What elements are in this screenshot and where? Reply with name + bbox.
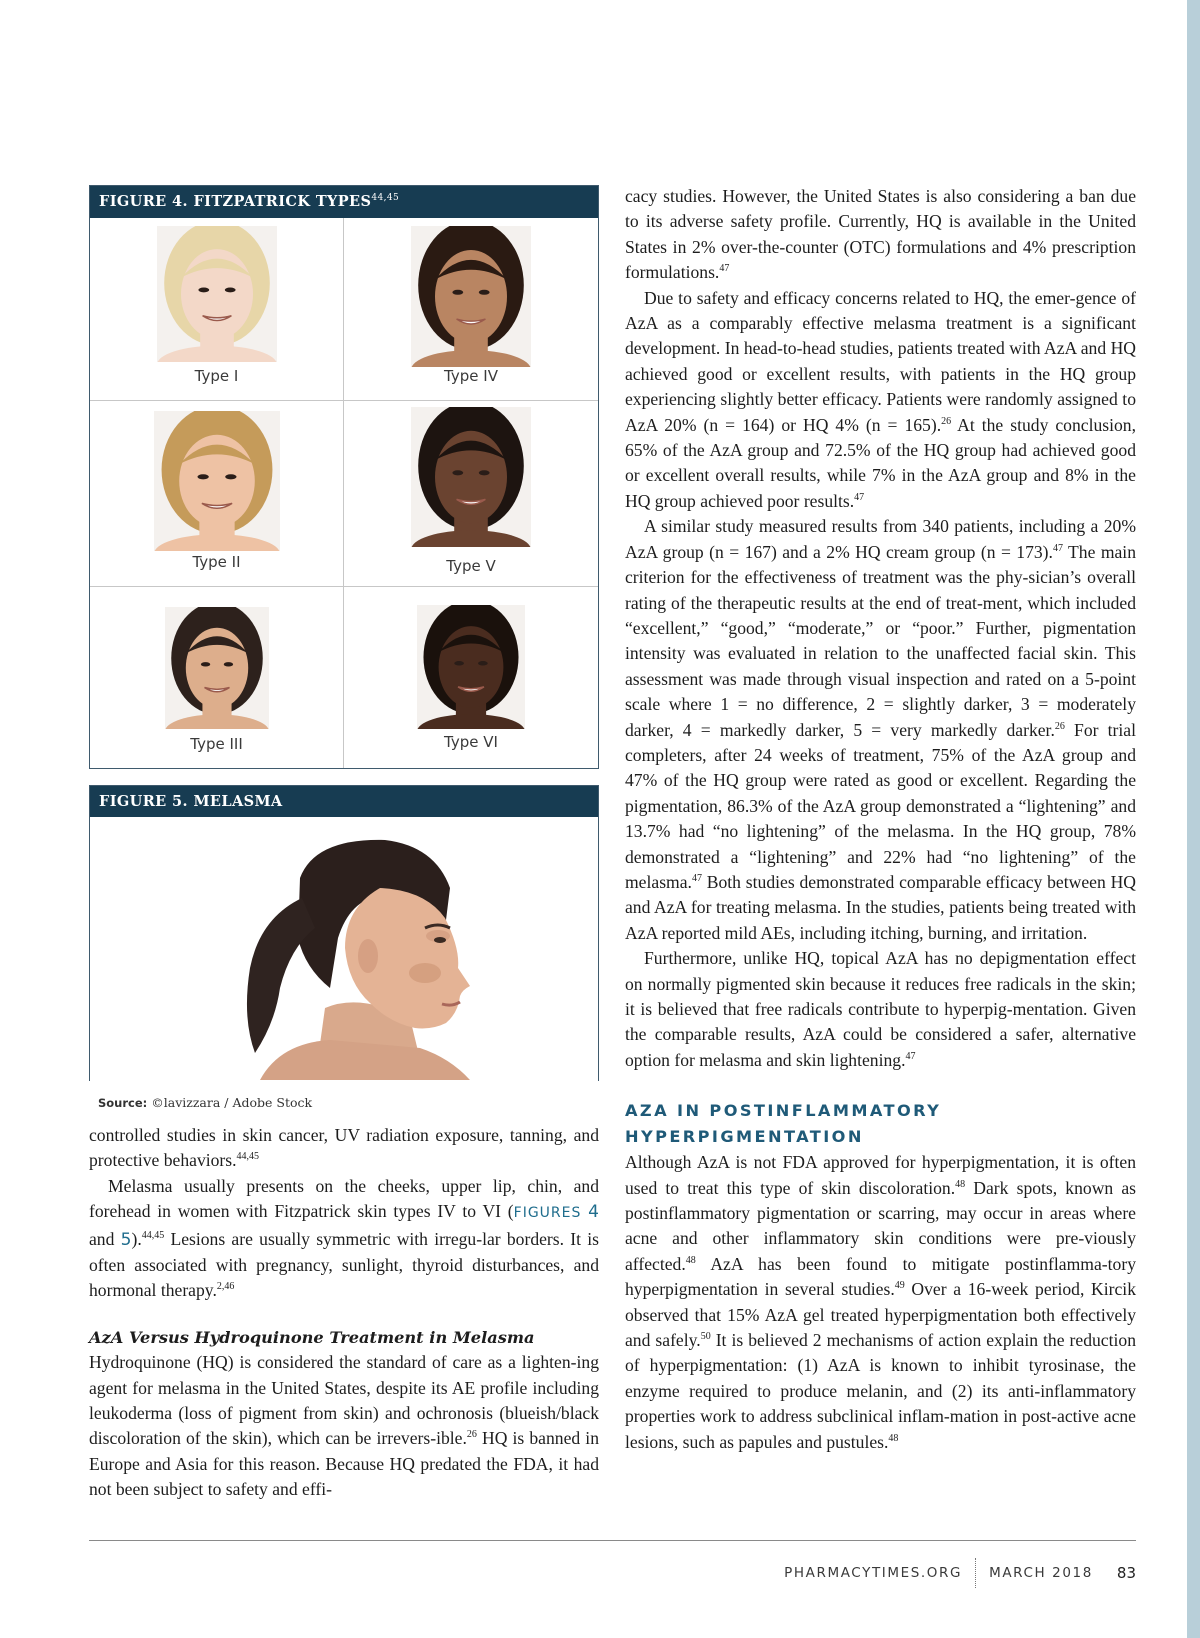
body-text: Due to safety and efficacy concerns related to HQ, the emer-gence of AzA as a comparably effective melasma treatment is a significant development. In head-to-head studies, patients treated with AzA and HQ achieved good or excellent results, with patients in the HQ group experiencing slightly better efficacy. Patients were randomly assigned to AzA 20% (n = 164) or HQ 4% (n = 165). [625,287,1136,435]
citation: 26 [941,415,952,427]
melasma-profile-photo-icon [220,818,520,1080]
body-text: Although AzA is not FDA approved for hyperpigmentation, it is often used to treat this type of skin discoloration. [625,1152,1136,1198]
figure-5-title: FIGURE 5. MELASMA [99,793,283,810]
figure-5-reference-link[interactable]: 5 [120,1229,132,1250]
type-cell [344,400,598,586]
left-text-column [89,1123,599,1503]
citation: 48 [888,1432,899,1444]
body-text: Hydroquinone (HQ) is considered the standard of care as a lighten-ing agent for melasma in the United States, despite its AE profile including leukoderma (loss of pigment from skin) and ochronosis (blueish/black discoloration of the skin), which can be irrevers-ible. [89,1352,599,1449]
figure-reference-link[interactable]: FIGURES [513,1205,582,1222]
citation: 48 [685,1254,696,1266]
figure-5-melasma [89,785,599,1081]
type-label: Type III [190,735,243,753]
body-paragraph [625,946,1136,1073]
type-label: Type IV [444,367,498,385]
body-text: and [89,1228,121,1249]
type-label: Type II [192,553,241,571]
footer-site[interactable]: PHARMACYTIMES.ORG [784,1565,963,1581]
type-label: Type I [194,367,239,385]
citation: 48 [955,1178,966,1190]
figure-5-source [98,1095,312,1110]
section-heading-line: AZA IN POSTINFLAMMATORY [625,1101,942,1121]
body-paragraph [89,1174,599,1304]
body-text: A similar study measured results from 340 patients, including a 20% AzA group (n = 167) and a 2% HQ cream group (n = 173). [625,516,1136,562]
portrait-type-iv-icon [411,226,531,367]
body-paragraph [625,1150,1136,1455]
section-heading [625,1098,1136,1150]
body-text: AzA has been found to mitigate postinflamma-tory hyperpigmentation in several studies. [625,1253,1136,1300]
portrait-type-i-icon [157,226,277,362]
type-cell [90,400,344,586]
body-paragraph [89,1123,599,1174]
footer-date: MARCH 2018 [989,1565,1093,1581]
citation: 47 [905,1050,916,1062]
body-text: Melasma usually presents on the cheeks, upper lip, chin, and forehead in women with Fitzpatrick skin types IV to VI ( [89,1175,599,1222]
figure-4-title-bar [90,186,598,218]
citation: 26 [466,1429,477,1441]
body-text: controlled studies in skin cancer, UV radiation exposure, tanning, and protective behaviors. [89,1125,599,1171]
body-text: Both studies demonstrated comparable efficacy between HQ and AzA for treating melasma. In the studies, patients being treated with AzA reported mild AEs, including itching, burning, and irritation. [625,871,1136,943]
type-cell [90,586,344,768]
fitzpatrick-grid [90,218,598,768]
portrait-type-vi-icon [417,605,525,729]
body-text: ). [131,1228,142,1249]
source-label: Source: [98,1096,148,1110]
type-label: Type V [446,557,496,575]
body-text: It is believed 2 mechanisms of action explain the reduction of hyperpigmentation: (1) AzA is known to inhibit tyrosinase, the enzyme required to produce melanin, and (2) its anti-inflammatory properties work to address subclinical inflam-mation in post-active acne lesions, such as papules and pustules. [625,1330,1136,1452]
type-cell [90,218,344,400]
figure-4-title-refs: 44,45 [371,193,400,203]
citation: 49 [894,1280,905,1292]
right-text-column [625,184,1136,1455]
citation: 47 [1052,542,1063,554]
citation: 2,46 [216,1281,235,1293]
figure-5-title-bar [90,786,598,817]
footer-divider [975,1558,976,1588]
citation: 47 [691,872,702,884]
body-text: Lesions are usually symmetric with irregu-lar borders. It is often associated with pregnancy, sunlight, thyroid disturbances, and hormonal therapy. [89,1228,599,1301]
footer-rule [89,1540,1136,1541]
body-text: HQ is banned in Europe and Asia for this reason. Because HQ predated the FDA, it had not been subject to safety and effi- [89,1428,599,1500]
section-heading-line: HYPERPIGMENTATION [625,1127,864,1147]
body-text: Furthermore, unlike HQ, topical AzA has no depigmentation effect on normally pigmented skin because it reduces free radicals in the skin; it is believed that free radicals contribute to hyperpig-mentation. Given the comparable results, AzA could be considered a safer, alternative option for melasma and skin lightening. [625,948,1136,1070]
citation: 26 [1054,720,1065,732]
figure-4-fitzpatrick-types [89,185,599,769]
page-footer [784,1558,1136,1588]
type-cell [344,586,598,768]
type-cell [344,218,598,400]
figure-4-title: FIGURE 4. FITZPATRICK TYPES [99,193,372,210]
portrait-type-ii-icon [154,411,280,551]
citation: 50 [700,1331,711,1343]
type-label: Type VI [444,733,498,751]
citation: 44,45 [141,1229,165,1241]
body-paragraph [625,184,1136,286]
source-credit: ©lavizzara / Adobe Stock [151,1095,313,1110]
body-text: For trial completers, after 24 weeks of treatment, 75% of the AzA group and 47% of the HQ group were rated as good or excellent. Regarding the pigmentation, 86.3% of the AzA group demonstrated a “lightening” and 13.7% had “no lightening” of the melasma. In the HQ group, 78% demonstrated a “lightening” and 22% had “no lightening” of the melasma. [625,719,1136,892]
body-text: Over a 16-week period, Kircik observed that 15% AzA gel treated hyperpigmentation both effectively and safely. [625,1279,1136,1351]
body-text: At the study conclusion, 65% of the AzA group and 72.5% of the HQ group had achieved good or excellent overall results, while 7% in the AzA group and 8% in the HQ group achieved poor results. [625,414,1136,511]
body-text: The main criterion for the effectiveness of treatment was the phy-sician’s overall rating of the therapeutic results at the end of treat-ment, which included “excellent,” “good,” “moderate,” or “poor.” Further, pigmentation intensity was evaluated in relation to the unaffected facial skin. This assessment was made through visual inspection and rated on a 5-point scale where 1 = no difference, 2 = slightly darker, 3 = moderately darker, 4 = markedly darker, 5 = very markedly darker. [625,541,1136,740]
body-paragraph [625,514,1136,946]
body-paragraph [625,286,1136,515]
citation: 47 [854,491,865,503]
page-number: 83 [1116,1564,1136,1582]
portrait-type-iii-icon [165,607,269,729]
subsection-heading: AzA Versus Hydroquinone Treatment in Melasma [89,1327,535,1347]
page-edge-strip [1187,0,1200,1638]
citation: 47 [719,263,730,275]
portrait-type-v-icon [411,407,531,547]
body-text: Dark spots, known as postinflammatory pigmentation or scarring, may occur in areas where acne and other inflammatory skin conditions were pre-viously affected. [625,1177,1136,1274]
body-text: cacy studies. However, the United States is also considering a ban due to its adverse safety profile. Currently, HQ is available in the United States in 2% over-the-counter (OTC) formulations and 4% prescription formulations. [625,186,1136,283]
body-paragraph [89,1350,599,1502]
citation: 44,45 [236,1151,260,1163]
figure-4-reference-link[interactable]: 4 [588,1202,599,1223]
